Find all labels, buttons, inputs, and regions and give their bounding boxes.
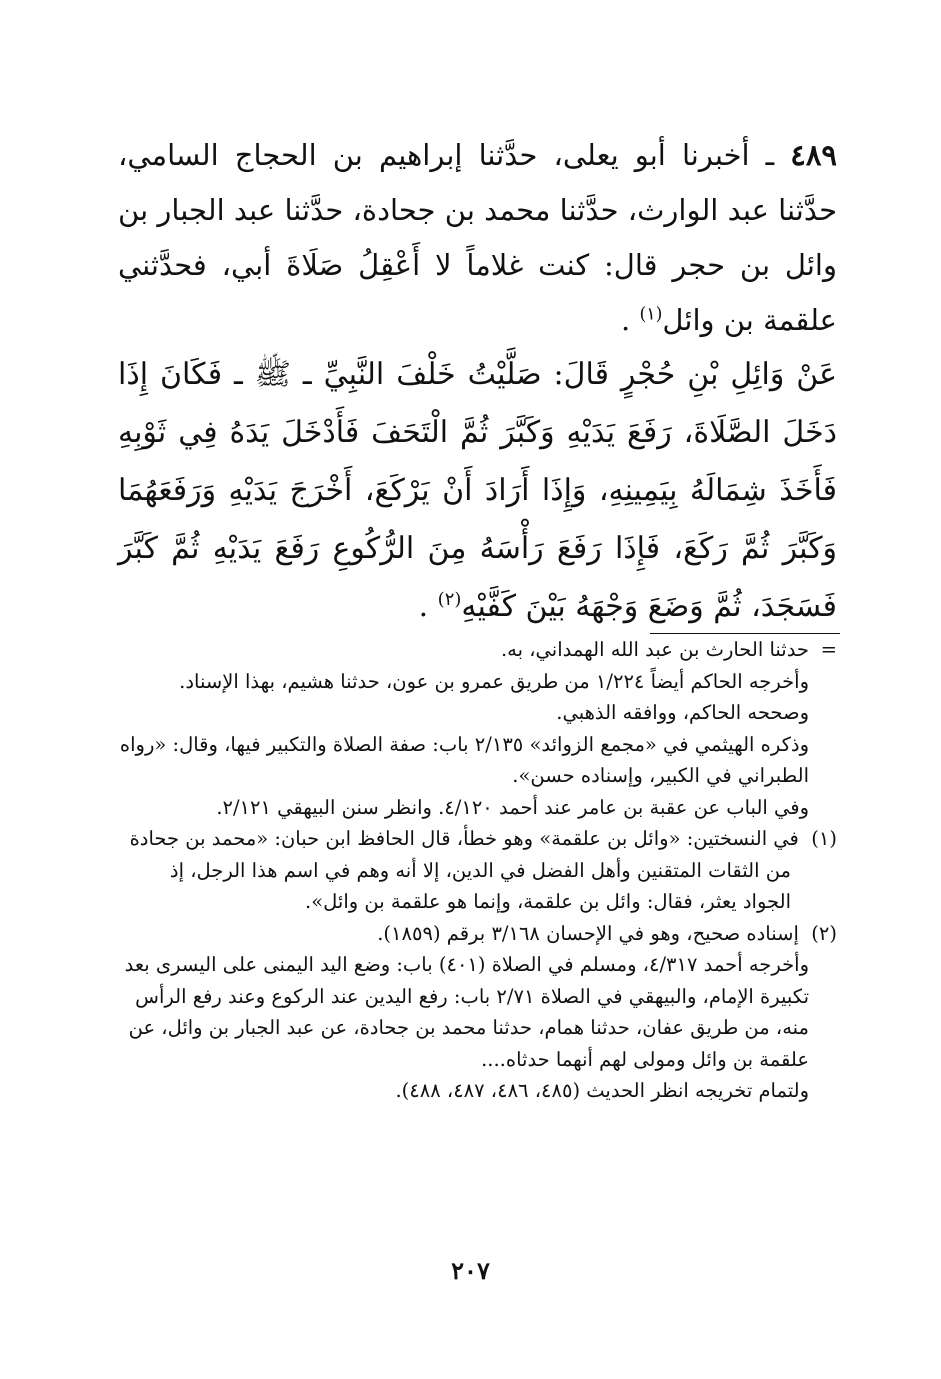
- footnote-2-text: إسناده صحيح، وهو في الإحسان ٣/١٦٨ برقم (١٨٥٩).: [377, 921, 799, 945]
- narration-text: ـ أخبرنا أبو يعلى، حدَّثنا إبراهيم بن الحجاج السامي، حدَّثنا عبد الوارث، حدَّثنا محمد بن جحادة، حدَّثنا عبد الجبار بن وائل بن حجر قال: كنت غلاماً لا أَعْقِلُ صَلَاةَ أبي، فحدَّثني علقمة بن وائل: [118, 138, 837, 337]
- footnote-ref-1[interactable]: (١): [639, 304, 663, 325]
- carry-line-text: حدثنا الحارث بن عبد الله الهمداني، به.: [500, 638, 809, 661]
- carry-over-marker: =: [820, 638, 837, 661]
- footnote-2: [118, 918, 837, 950]
- footnote-carry-paragraph-3: وذكره الهيثمي في «مجمع الزوائد» ٢/١٣٥ باب: صفة الصلاة والتكبير فيها، وقال: «رواه الطبراني في الكبير، وإسناده حسن».: [119, 732, 809, 787]
- footnote-2-paragraph-2: وأخرجه أحمد ٤/٣١٧، ومسلم في الصلاة (٤٠١) باب: وضع اليد اليمنى على اليسرى بعد تكبيرة الإمام، والبيهقي في الصلاة ٢/٧١ باب: رفع اليدين عند الركوع وعند رفع الرأس منه، من طريق عفان، حدثنا همام، حدثنا محمد بن جحادة، عن عبد الجبار بن وائل، عن علقمة بن وائل ومولى لهم أنهما حدثاه....: [124, 953, 809, 1071]
- footnote-1-text: في النسختين: «وائل بن علقمة» وهو خطأ، قال الحافظ ابن حبان: «محمد بن جحادة من الثقات المتقنين وأهل الفضل في الدين، إلا أنه وهم في اسم هذا الرجل، إذ الجواد يعثر، فقال: وائل بن علقمة، وإنما هو علقمة بن وائل».: [129, 827, 799, 913]
- footnotes: [118, 634, 837, 1107]
- footnote-1-label: (١): [811, 827, 837, 850]
- hadith-text-block: [118, 346, 837, 636]
- footnote-ref-2[interactable]: (٢): [437, 589, 462, 610]
- narration-paragraph: [118, 128, 837, 348]
- narration-end: .: [621, 303, 640, 337]
- page-number: ٢٠٧: [451, 1256, 490, 1285]
- footnote-2-paragraph-3: ولتمام تخريجه انظر الحديث (٤٨٥، ٤٨٦، ٤٨٧، ٤٨٨).: [395, 1079, 809, 1102]
- hadith-end: .: [418, 589, 438, 624]
- footnote-carry-paragraph-2: وأخرجه الحاكم أيضاً ١/٢٢٤ من طريق عمرو بن عون، حدثنا هشيم، بهذا الإسناد. وصححه الحاكم، ووافقه الذهبي.: [179, 669, 809, 724]
- footnote-carry-paragraph-4: وفي الباب عن عقبة بن عامر عند أحمد ٤/١٢٠. وانظر سنن البيهقي ٢/١٢١.: [216, 795, 809, 819]
- footnote-1: [118, 823, 837, 918]
- hadith-text: عَنْ وَائِلِ بْنِ حُجْرٍ قَالَ: صَلَّيْتُ خَلْفَ النَّبِيِّ ـ ﷺ ـ فَكَانَ إِذَا دَخَلَ الصَّلَاةَ، رَفَعَ يَدَيْهِ وَكَبَّرَ ثُمَّ الْتَحَفَ فَأَدْخَلَ يَدَهُ فِي ثَوْبِهِ فَأَخَذَ شِمَالَهُ بِيَمِينِهِ، وَإِذَا أَرَادَ أَنْ يَرْكَعَ، أَخْرَجَ يَدَيْهِ وَرَفَعَهُمَا وَكَبَّرَ ثُمَّ رَكَعَ، فَإِذَا رَفَعَ رَأْسَهُ مِنَ الرُّكُوعِ رَفَعَ يَدَيْهِ ثُمَّ كَبَّرَ فَسَجَدَ، ثُمَّ وَضَعَ وَجْهَهُ بَيْنَ كَفَّيْهِ: [118, 357, 837, 624]
- footnote-carry-line: [118, 634, 837, 666]
- narration-number: ٤٨٩: [790, 138, 837, 172]
- footnote-2-label: (٢): [811, 921, 837, 945]
